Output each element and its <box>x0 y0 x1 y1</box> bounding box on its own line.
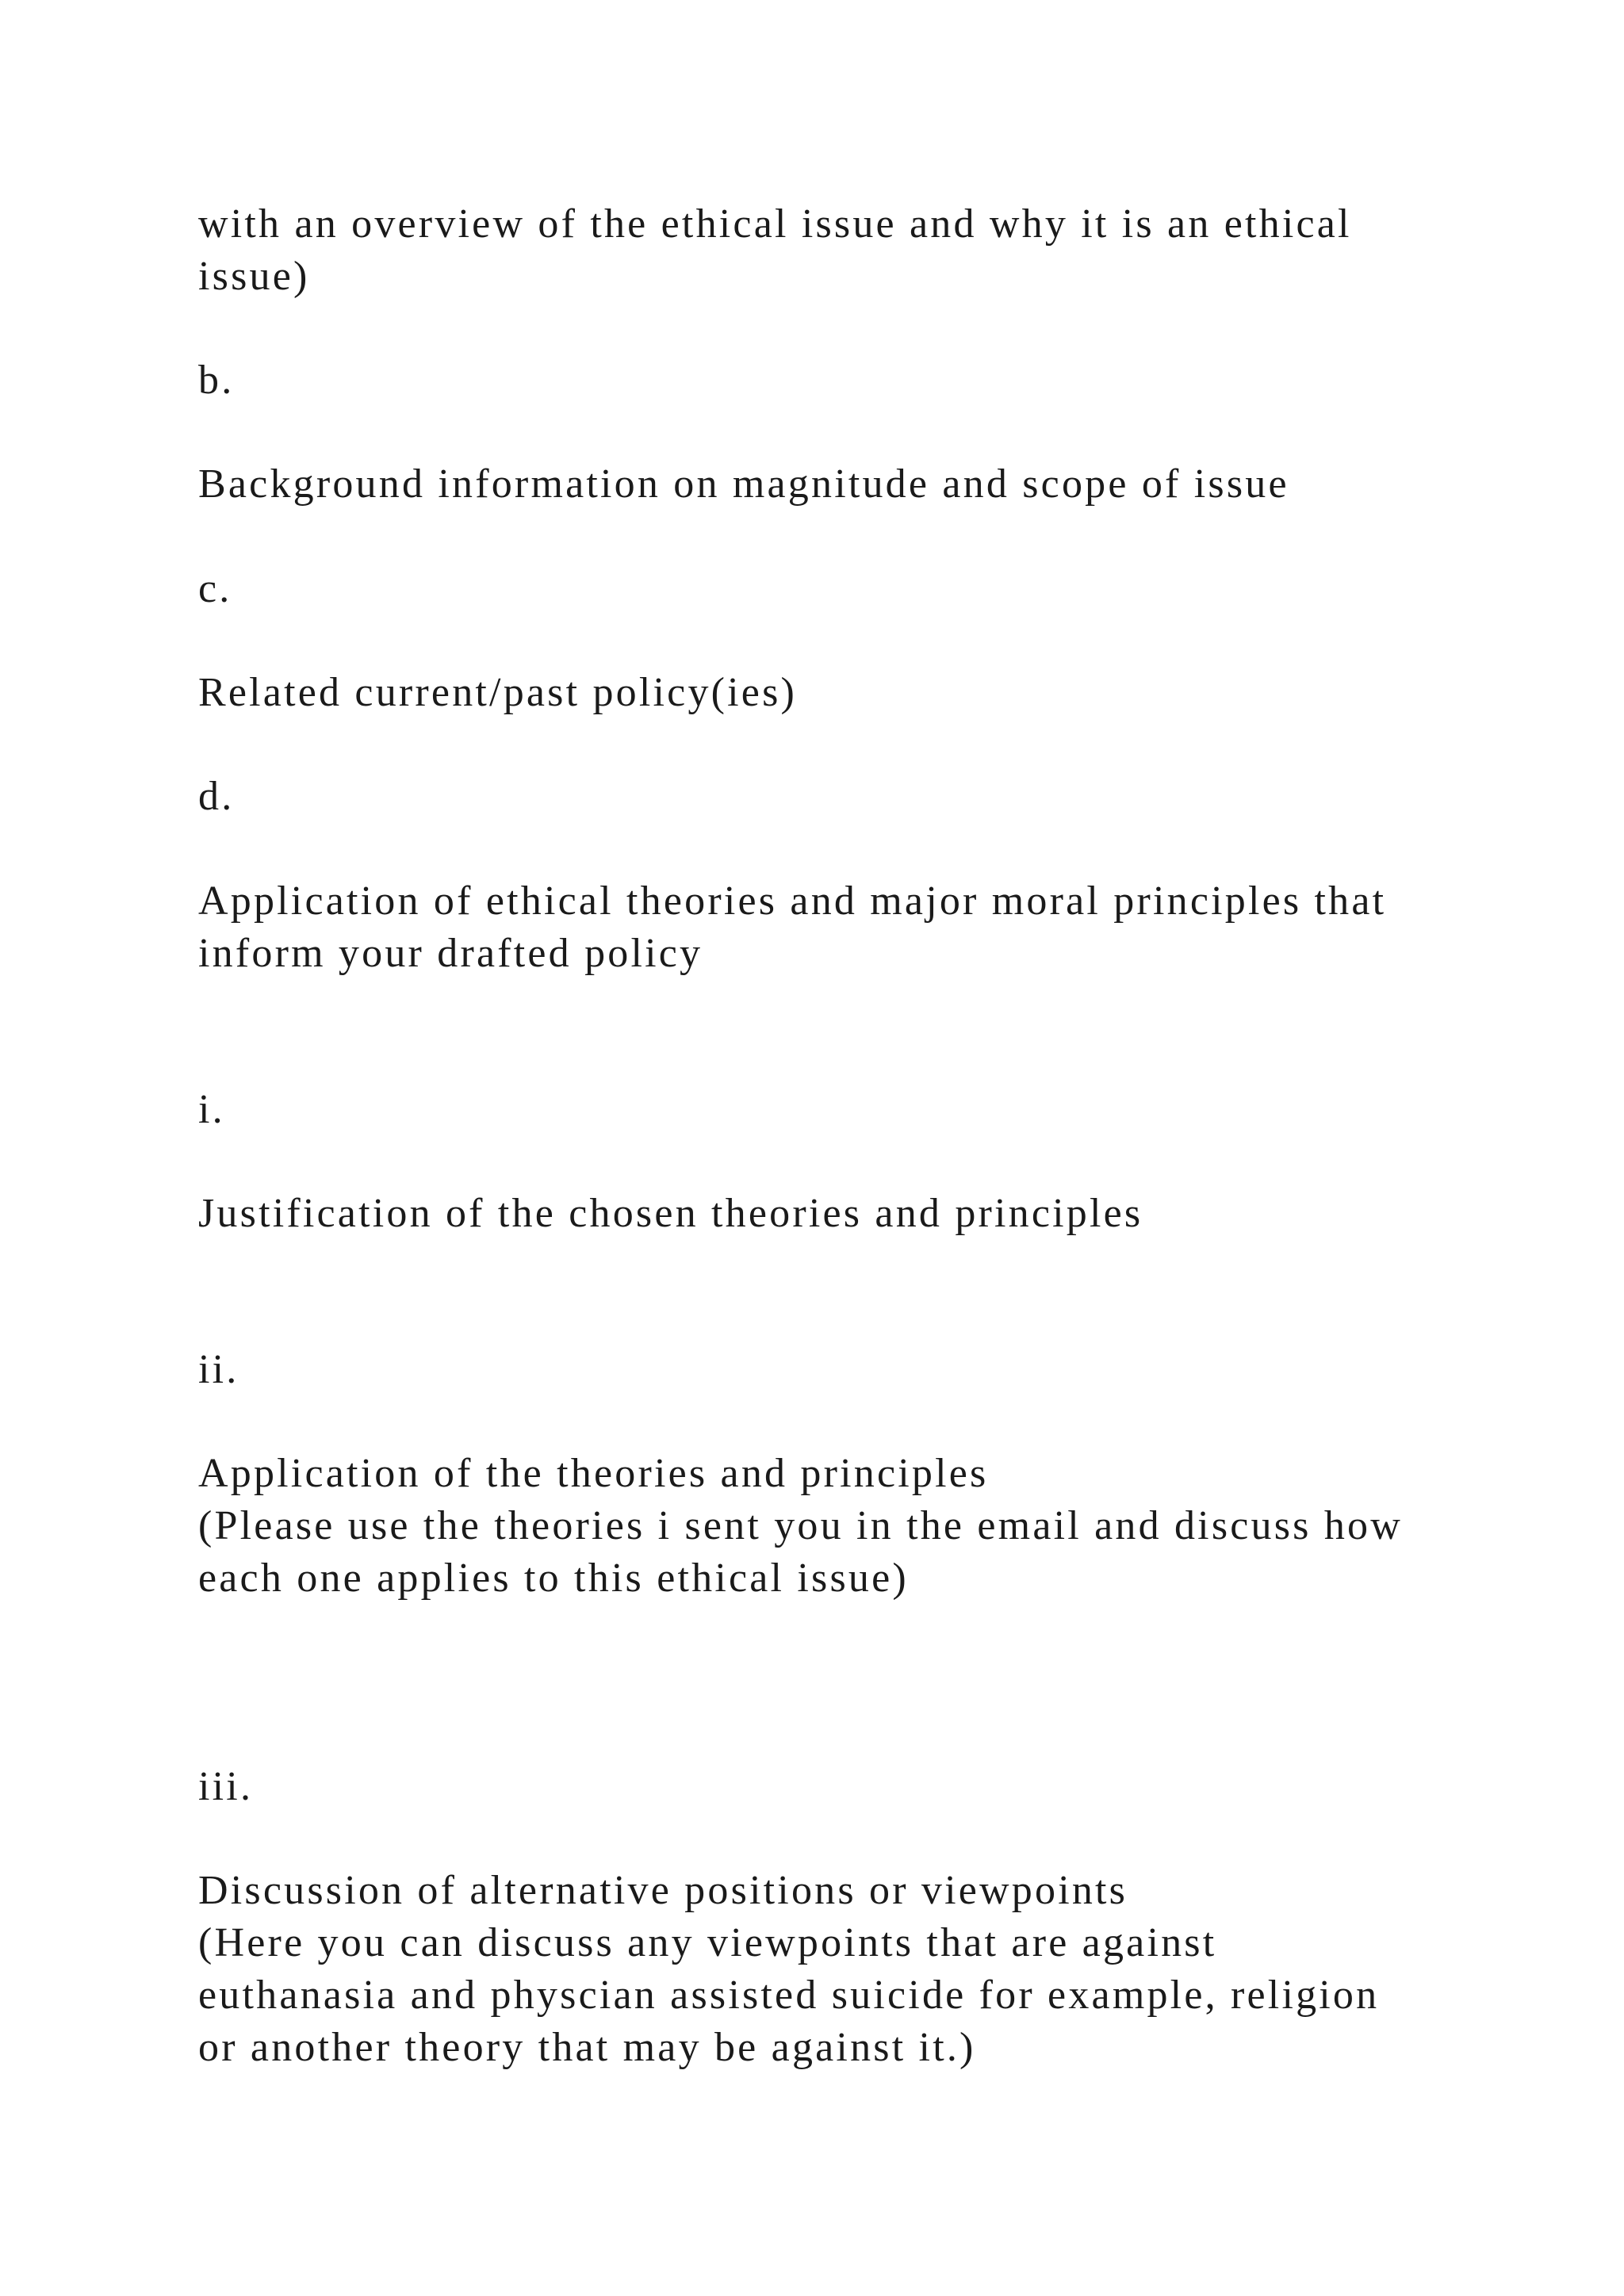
list-marker: i. <box>198 1087 225 1132</box>
text-line: Related current/past policy(ies) <box>198 670 798 715</box>
text-line: (Here you can discuss any viewpoints that are against <box>198 1920 1217 1965</box>
text-line: Background information on magnitude and scope of issue <box>198 461 1289 507</box>
text-line: issue) <box>198 254 310 299</box>
text-line: (Please use the theories i sent you in the email and discuss how <box>198 1503 1403 1548</box>
list-marker: d. <box>198 774 235 819</box>
text-line: with an overview of the ethical issue and why it is an ethical <box>198 201 1352 247</box>
text-line: Discussion of alternative positions or viewpoints <box>198 1868 1128 1913</box>
text-line: each one applies to this ethical issue) <box>198 1556 909 1601</box>
text-line: Application of ethical theories and major moral principles that <box>198 878 1387 924</box>
text-line: euthanasia and physcian assisted suicide for example, religion <box>198 1973 1380 2018</box>
text-line: Application of the theories and principles <box>198 1451 989 1496</box>
text-line: Justification of the chosen theories and principles <box>198 1191 1143 1236</box>
text-line: inform your drafted policy <box>198 931 703 976</box>
list-marker: c. <box>198 566 232 611</box>
list-marker: iii. <box>198 1764 254 1809</box>
text-line: or another theory that may be against it.) <box>198 2025 976 2070</box>
list-marker: ii. <box>198 1347 239 1392</box>
list-marker: b. <box>198 358 235 403</box>
